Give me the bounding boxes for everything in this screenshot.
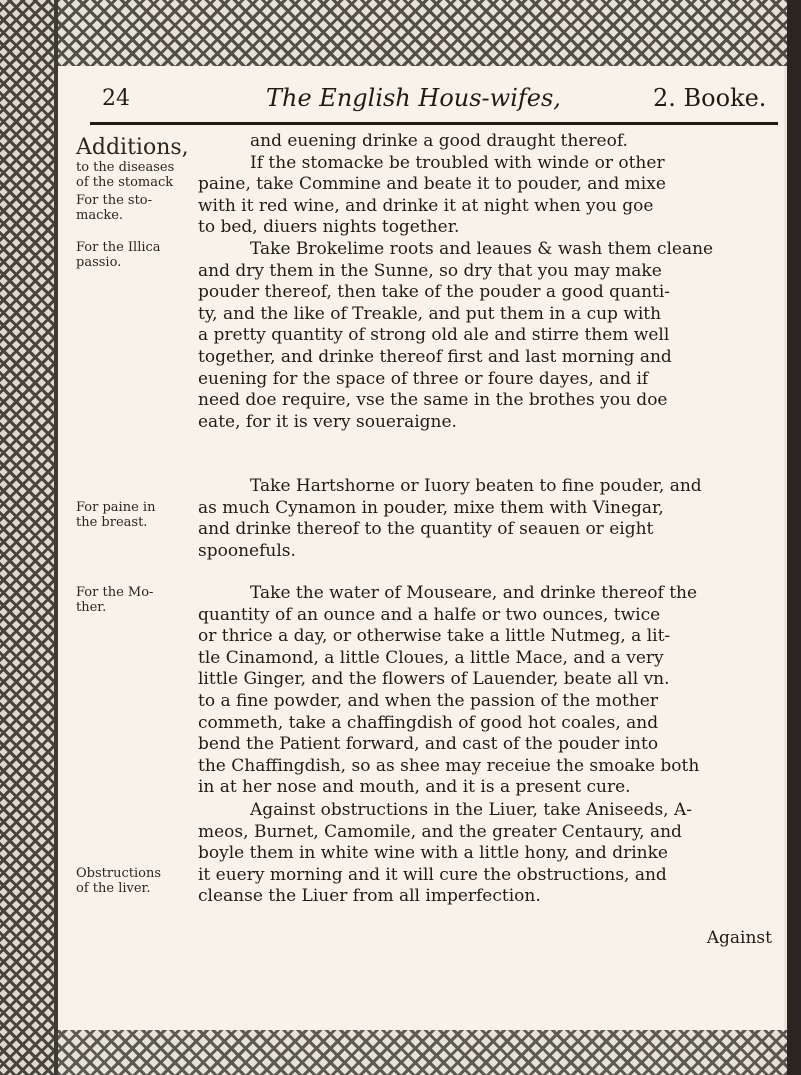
paragraph-stomack: and euening drinke a good draught thereof. If the stomacke be troubled with winde or other paine, take Commine and beate it to pouder, and mixe with it red wine, and drinke it at night when you goe to bed, diuers nights together. (198, 131, 666, 238)
margin-note-breast: For paine in the breast. (76, 500, 156, 530)
paragraph-liver: Against obstructions in the Liuer, take Aniseeds, A- meos, Burnet, Camomile, and the greater Centaury, and boyle them in white wine with a little hony, and drinke it euery morning and it will cure the obstructions, and cleanse the Liuer from all imperfection. (198, 800, 692, 907)
running-title: The English Hous-wifes, (266, 84, 561, 112)
paragraph-mother: Take the water of Mouseare, and drinke thereof the quantity of an ounce and a halfe or two ounces, twice or thrice a day, or otherwise take a little Nutmeg, a lit- tle Cinamond, a little Cloues, a little Mace, and a very little Ginger, and the flowers of Lauender, beate all vn. to a fine powder, and when the passion of the mother commeth, take a chaffingdish of good hot coales, and bend the Patient forward, and cast of the pouder into the Chaffingdish, so as shee may receiue the smoake both in at her nose and mouth, and it is a present cure. (198, 583, 700, 798)
margin-note-mother: For the Mo- ther. (76, 585, 154, 615)
margin-note-liver: Obstructions of the liver. (76, 866, 161, 896)
decorative-border-bottom (58, 1030, 801, 1075)
paragraph-iliaca: Take Brokelime roots and leaues & wash them cleane and dry them in the Sunne, so dry that you may make pouder thereof, then take of the pouder a good quanti- ty, and the like of Treakle, and put them in a cup with a pretty quantity of strong old ale and stirre them well together, and drinke thereof first and last morning and euening for the space of three or foure dayes, and if need doe require, vse the same in the brothes you doe eate, for it is very soueraigne. (198, 239, 714, 432)
catchword: Against (706, 928, 772, 948)
header-rule (90, 122, 778, 125)
margin-note-additions: Additions, (76, 135, 189, 160)
margin-note-additions-sub: to the diseases of the stomack (76, 160, 175, 190)
book-label: 2. Booke. (653, 84, 767, 112)
margin-note-stomack: For the sto- macke. (76, 193, 153, 223)
paragraph-breast: Take Hartshorne or Iuory beaten to fine pouder, and as much Cynamon in pouder, mixe them with Vinegar, and drinke thereof to the quantity of seauen or eight spoonefuls. (198, 476, 702, 561)
page-number: 24 (102, 86, 130, 111)
decorative-border-left (0, 0, 58, 1075)
page-header (80, 80, 780, 120)
book-edge-right (787, 0, 801, 1075)
margin-note-iliaca: For the Illica passio. (76, 240, 161, 270)
decorative-border-top (58, 0, 801, 66)
